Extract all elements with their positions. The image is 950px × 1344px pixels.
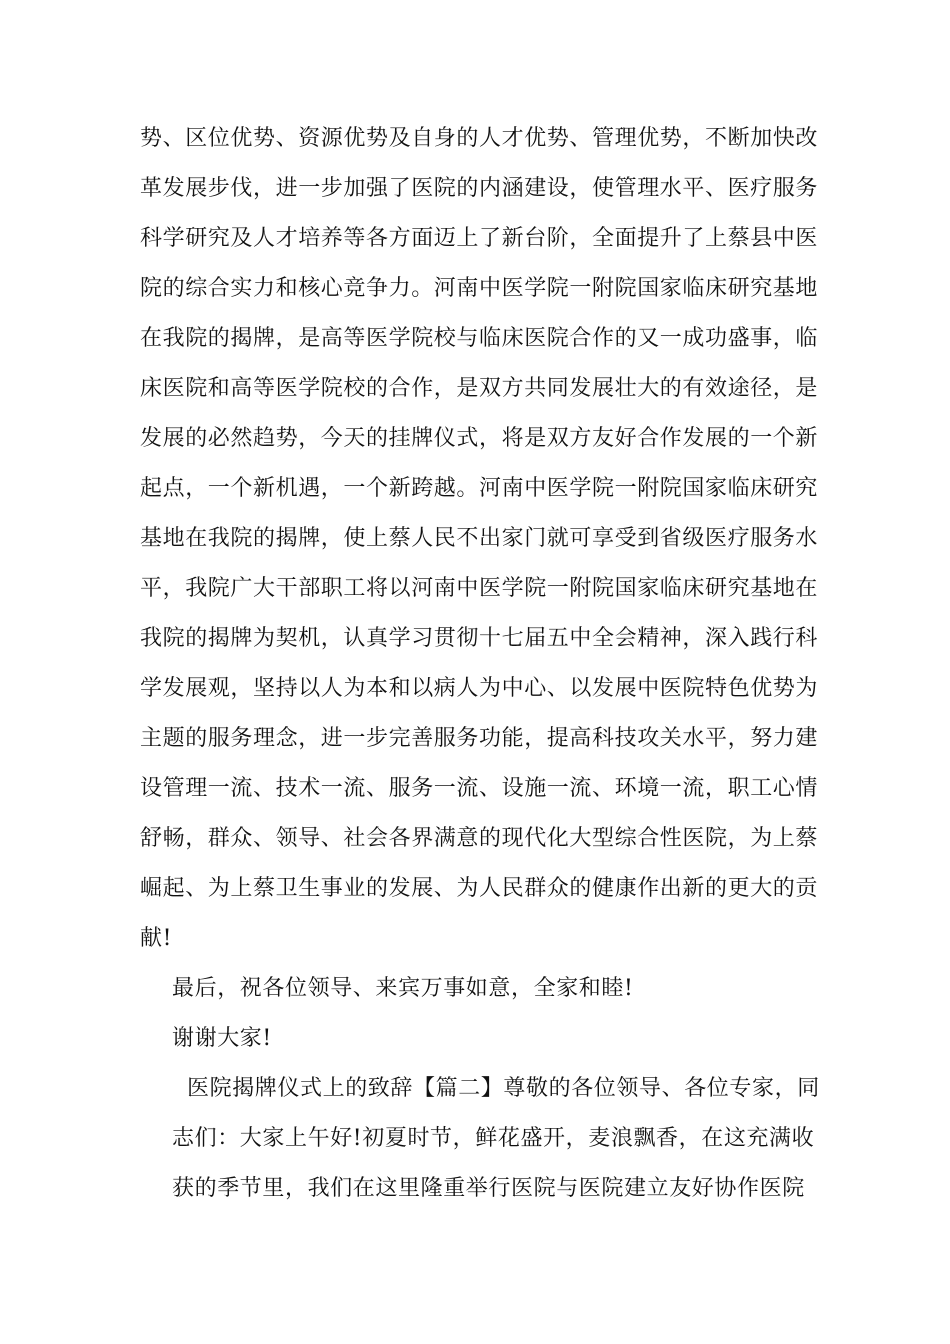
body-text-line: 舒畅，群众、领导、社会各界满意的现代化大型综合性医院，为上蔡 bbox=[140, 826, 819, 851]
body-text-line: 基地在我院的揭牌，使上蔡人民不出家门就可享受到省级医疗服务水 bbox=[140, 526, 819, 551]
body-text-line: 势、区位优势、资源优势及自身的人才优势、管理优势，不断加快改 bbox=[140, 126, 819, 151]
body-text-line: 科学研究及人才培养等各方面迈上了新台阶，全面提升了上蔡县中医 bbox=[140, 226, 819, 251]
body-text-line: 学发展观，坚持以人为本和以病人为中心、以发展中医院特色优势为 bbox=[140, 676, 819, 701]
body-text-line: 在我院的揭牌，是高等医学院校与临床医院合作的又一成功盛事，临 bbox=[140, 326, 819, 351]
body-text-line: 志们：大家上午好!初夏时节，鲜花盛开，麦浪飘香，在这充满收 bbox=[172, 1126, 815, 1151]
body-text-line: 崛起、为上蔡卫生事业的发展、为人民群众的健康作出新的更大的贡 bbox=[140, 876, 819, 901]
body-text-line: 获的季节里，我们在这里隆重举行医院与医院建立友好协作医院 bbox=[172, 1176, 805, 1201]
body-text-line: 床医院和高等医学院校的合作，是双方共同发展壮大的有效途径，是 bbox=[140, 376, 819, 401]
body-text-line: 献! bbox=[140, 926, 173, 951]
body-text-line: 我院的揭牌为契机，认真学习贯彻十七届五中全会精神，深入践行科 bbox=[140, 626, 819, 651]
body-text-line: 平，我院广大干部职工将以河南中医学院一附院国家临床研究基地在 bbox=[140, 576, 819, 601]
body-text-line: 发展的必然趋势，今天的挂牌仪式，将是双方友好合作发展的一个新 bbox=[140, 426, 819, 451]
body-text-line: 革发展步伐，进一步加强了医院的内涵建设，使管理水平、医疗服务 bbox=[140, 176, 819, 201]
body-text-line: 起点，一个新机遇，一个新跨越。河南中医学院一附院国家临床研究 bbox=[140, 476, 819, 501]
body-text-line: 设管理一流、技术一流、服务一流、设施一流、环境一流，职工心情 bbox=[140, 776, 819, 801]
body-text-line: 主题的服务理念，进一步完善服务功能，提高科技攻关水平，努力建 bbox=[140, 726, 819, 751]
thanks-line: 谢谢大家! bbox=[172, 1026, 272, 1051]
closing-wishes-line: 最后，祝各位领导、来宾万事如意，全家和睦! bbox=[172, 976, 634, 1001]
body-text-line: 院的综合实力和核心竞争力。河南中医学院一附院国家临床研究基地 bbox=[140, 276, 819, 301]
section-two-heading-line: 医院揭牌仪式上的致辞【篇二】尊敬的各位领导、各位专家，同 bbox=[187, 1076, 820, 1101]
